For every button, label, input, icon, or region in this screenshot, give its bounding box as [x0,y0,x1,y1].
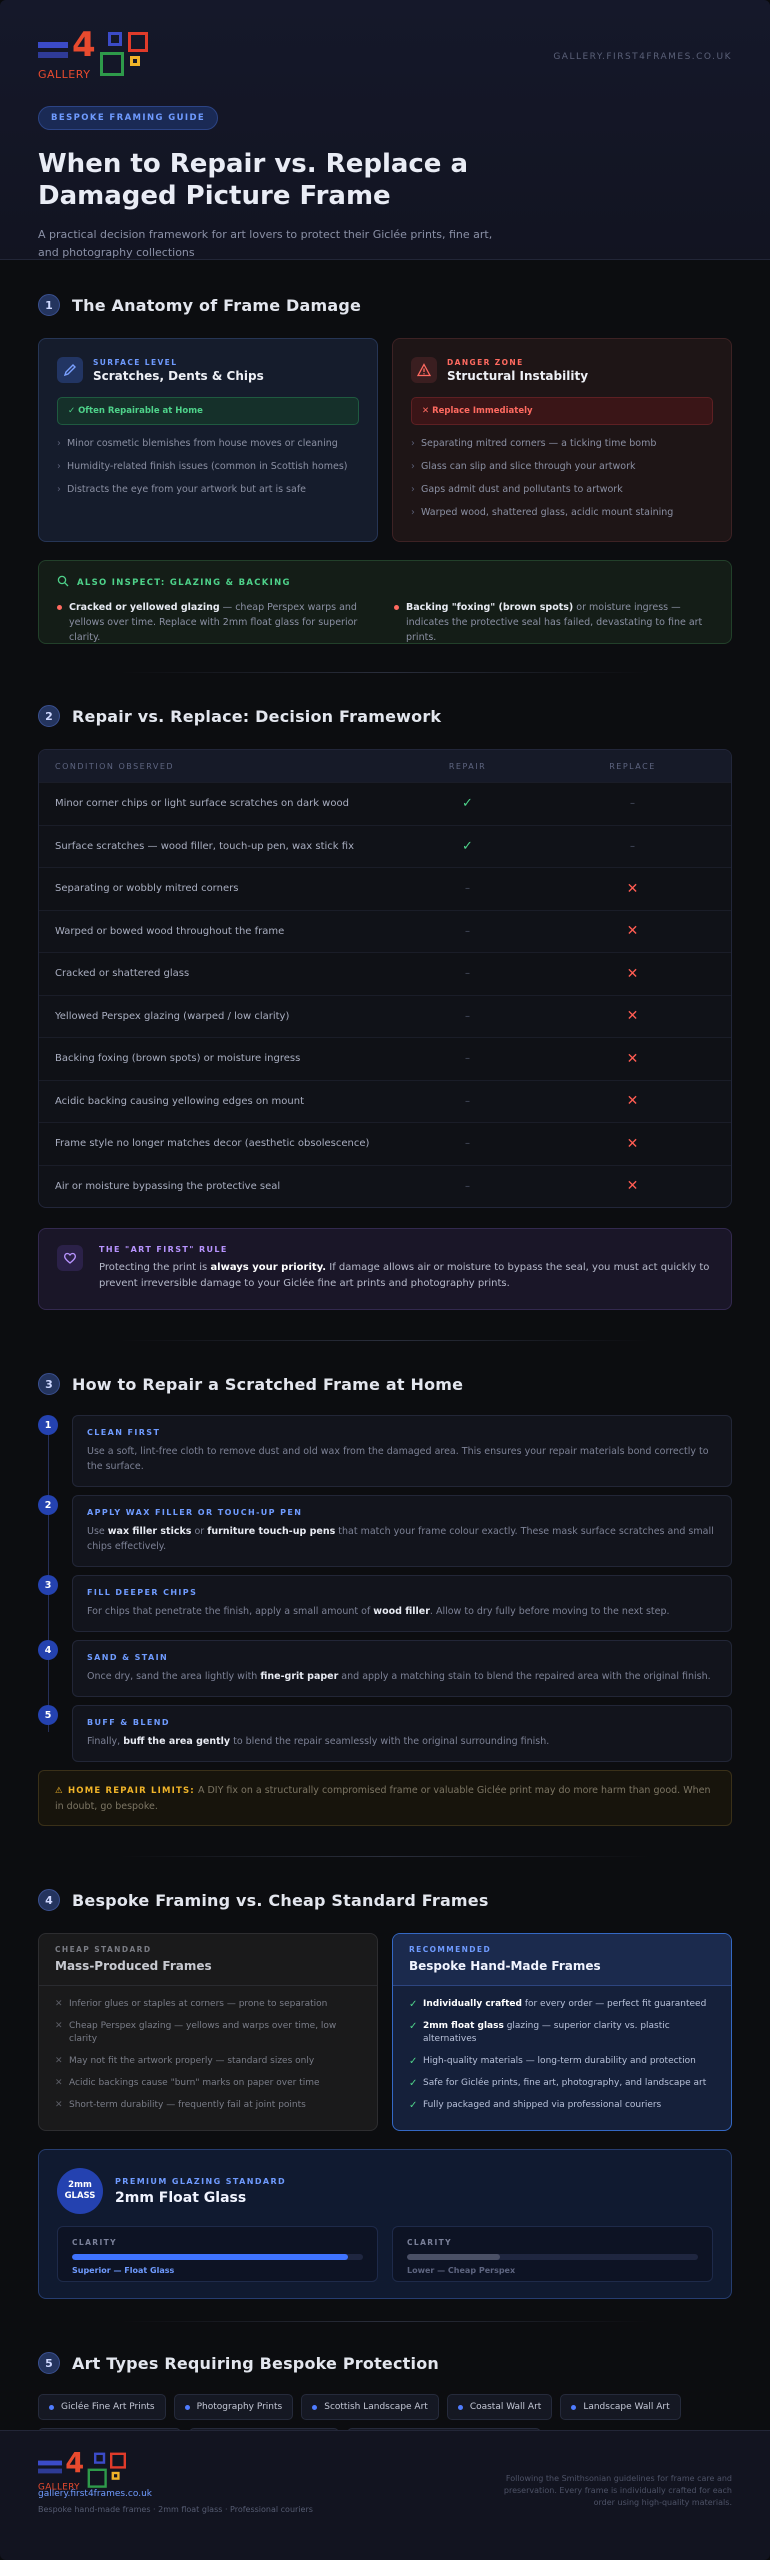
list-item: ✓ Safe for Giclée prints, fine art, photography, and landscape art [409,2077,715,2090]
list-item: ✕ Acidic backings cause "burn" marks on paper over time [55,2077,361,2090]
table-row [39,952,731,995]
repair-cell: – [465,968,470,980]
replace-badge: ✕ Replace Immediately [411,397,713,425]
condition-cell: Air or moisture bypassing the protective seal [55,1180,281,1192]
replace-cell: ✕ [626,1093,639,1110]
logo-bar [38,2469,62,2474]
danger-list [411,437,713,519]
card-kicker: RECOMMENDED [409,1945,492,1954]
repair-step [38,1575,732,1632]
list-item: › Gaps admit dust and pollutants to artwork [411,483,713,496]
footer-url[interactable]: gallery.first4frames.co.uk [38,2489,152,2499]
list-item: › Distracts the eye from your artwork but art is safe [57,483,359,496]
card-title: Mass-Produced Frames [55,1959,212,1973]
surface-list [57,437,359,496]
page-title: When to Repair vs. Replace a Damaged Picture Frame [38,149,469,211]
condition-cell: Acidic backing causing yellowing edges on mount [55,1095,305,1107]
list-item: › Separating mitred corners — a ticking time bomb [411,437,713,450]
repairable-badge: ✓ Often Repairable at Home [57,397,359,425]
section-repair-steps [0,1369,770,1826]
step-card [72,1415,732,1487]
divider [120,1856,650,1857]
replace-cell: ✕ [626,923,639,940]
logo-square [100,52,124,76]
list-item: ✕ Short-term durability — frequently fail at joint points [55,2099,361,2112]
section-number: 4 [38,1889,60,1911]
float-glass-panel [38,2149,732,2299]
replace-cell: ✕ [626,880,639,897]
section-title: Art Types Requiring Bespoke Protection [72,2353,439,2373]
repair-step [38,1705,732,1762]
repair-cell: – [465,883,470,895]
table-header: CONDITION OBSERVED REPAIR REPLACE [39,750,731,782]
table-row [39,1080,731,1123]
logo-bar [38,52,68,58]
section-anatomy [0,290,770,644]
page-subtitle: A practical decision framework for art lovers to protect their Giclée prints, fine art, and photography collections [38,228,493,259]
clarity-fill [72,2254,348,2260]
section-number: 3 [38,1373,60,1395]
bespoke-frames-card [392,1933,732,2131]
footer-tagline: Bespoke hand-made frames · 2mm float glass · Professional couriers [38,2505,313,2514]
step-card [72,1575,732,1632]
art-type-tag[interactable]: Giclée Fine Art Prints [38,2394,166,2420]
step-number: 3 [38,1575,58,1595]
logo-digit: 4 [72,25,96,65]
table-row [39,1037,731,1080]
card-title: Structural Instability [447,368,589,383]
step-card [72,1640,732,1697]
step-card [72,1705,732,1762]
condition-cell: Backing foxing (brown spots) or moisture ingress [55,1053,301,1065]
brand-logo[interactable] [38,25,158,84]
section-title: The Anatomy of Frame Damage [72,295,362,315]
condition-cell: Surface scratches — wood filler, touch-up pen, wax stick fix [55,840,354,852]
section-title: How to Repair a Scratched Frame at Home [72,1374,464,1394]
table-row [39,1165,731,1208]
list-item: ✓ Individually crafted for every order — perfect fit guaranteed [409,1998,715,2011]
table-row [39,825,731,868]
replace-cell: ✕ [626,1008,639,1025]
pencil-icon [57,357,83,383]
step-number: 2 [38,1495,58,1515]
divider [120,672,650,673]
step-title: BUFF & BLEND [87,1718,170,1727]
art-type-tag[interactable]: Landscape Wall Art [560,2394,680,2420]
step-title: CLEAN FIRST [87,1428,161,1437]
page-header [0,0,770,260]
step-title: SAND & STAIN [87,1653,169,1662]
step-title: FILL DEEPER CHIPS [87,1588,198,1597]
step-number: 5 [38,1705,58,1725]
step-card [72,1495,732,1567]
repair-cell: ✓ [462,796,473,812]
list-item: › Glass can slip and slice through your artwork [411,460,713,473]
replace-cell: ✕ [626,1178,639,1195]
decision-table [38,749,732,1208]
page-footer [0,2430,770,2560]
warning-icon [411,357,437,383]
logo-bar [38,42,68,48]
logo-text: GALLERY [38,68,91,81]
repair-cell: – [465,1180,470,1192]
step-number: 4 [38,1640,58,1660]
glass-badge: 2mm GLASS [57,2168,103,2214]
card-kicker: CHEAP STANDARD [55,1945,152,1954]
art-type-tag[interactable]: Coastal Wall Art [447,2394,553,2420]
list-item: ✓ 2mm float glass glazing — superior clarity vs. plastic alternatives [409,2020,715,2046]
list-item: › Minor cosmetic blemishes from house moves or cleaning [57,437,359,450]
replace-cell: ✕ [626,1050,639,1067]
list-item: ✕ Inferior glues or staples at corners — prone to separation [55,1998,361,2011]
repair-step [38,1495,732,1567]
repair-cell: – [465,1138,470,1150]
glass-kicker: PREMIUM GLAZING STANDARD [115,2176,287,2186]
card-title: Bespoke Hand-Made Frames [409,1959,601,1973]
guide-pill: BESPOKE FRAMING GUIDE [38,106,218,130]
section-decision [0,701,770,1310]
structural-damage-card [392,338,732,542]
art-type-tag[interactable]: Photography Prints [174,2394,294,2420]
list-item: › Warped wood, shattered glass, acidic mount staining [411,506,713,519]
logo-digit: 4 [65,2447,85,2479]
condition-cell: Warped or bowed wood throughout the frame [55,925,285,937]
glazing-heading: ALSO INSPECT: GLAZING & BACKING [77,577,291,588]
list-item: ✓ Fully packaged and shipped via professional couriers [409,2099,715,2112]
list-item: ✕ May not fit the artwork properly — standard sizes only [55,2055,361,2068]
backing-note: Backing "foxing" (brown spots) or moisture ingress — indicates the protective seal has failed, devastating to fine art prints. [394,600,713,645]
section-number: 1 [38,294,60,316]
condition-cell: Minor corner chips or light surface scratches on dark wood [55,798,349,810]
divider [120,1340,650,1341]
step-text: Once dry, sand the area lightly with fine-grit paper and apply a matching stain to blend the repaired area with the original finish. [87,1671,711,1682]
table-row [39,867,731,910]
surface-damage-card [38,338,378,542]
art-type-tag[interactable]: Scottish Landscape Art [301,2394,439,2420]
section-bespoke [0,1885,770,2299]
rule-text: Protecting the print is always your priority. If damage allows air or moisture to bypass the seal, you must act quickly to prevent irreversible damage to your Giclée fine art prints and photography prints. [99,1262,710,1289]
condition-cell: Frame style no longer matches decor (aesthetic obsolescence) [55,1138,370,1150]
footer-logo[interactable] [38,2447,134,2492]
section-heading [38,290,732,320]
repair-cell: – [465,1010,470,1022]
home-repair-limits: ⚠ HOME REPAIR LIMITS: A DIY fix on a structurally compromised frame or valuable Giclée print may do more harm than good. When in doubt, go bespoke. [38,1770,732,1826]
section-title: Repair vs. Replace: Decision Framework [72,706,442,726]
step-text: Use wax filler sticks or furniture touch-up pens that match your frame colour exactly. These mask surface scratches and small chips effectively. [87,1526,714,1552]
repair-cell: ✓ [462,838,473,854]
logo-square [130,56,140,66]
float-glass-clarity-meter: CLARITY Superior — Float Glass [57,2226,378,2282]
perspex-clarity-meter: CLARITY Lower — Cheap Perspex [392,2226,713,2282]
repair-cell: – [465,1053,470,1065]
step-text: For chips that penetrate the finish, apply a small amount of wood filler. Allow to dry fully before moving to the next step. [87,1606,670,1617]
repair-cell: – [465,1095,470,1107]
art-first-rule [38,1228,732,1310]
card-kicker: SURFACE LEVEL [93,357,178,367]
glazing-note: Cracked or yellowed glazing — cheap Perspex warps and yellows over time. Replace with 2mm float glass for superior clarity. [57,600,376,645]
card-kicker: DANGER ZONE [447,357,524,367]
list-item: ✓ High-quality materials — long-term durability and protection [409,2055,715,2068]
clarity-fill [407,2254,500,2260]
list-item: › Humidity-related finish issues (common in Scottish homes) [57,460,359,473]
search-icon [57,575,69,590]
logo-text: GALLERY [38,2481,80,2492]
section-number: 2 [38,705,60,727]
repair-cell: – [465,925,470,937]
table-row [39,1122,731,1165]
glazing-panel [38,560,732,644]
condition-cell: Separating or wobbly mitred corners [55,883,239,895]
replace-cell: – [630,840,635,852]
repair-step [38,1640,732,1697]
logo-square [128,32,148,52]
site-url[interactable]: GALLERY.FIRST4FRAMES.CO.UK [553,52,732,62]
step-text: Finally, buff the area gently to blend the repair seamlessly with the original surrounding finish. [87,1736,550,1747]
replace-cell: ✕ [626,1135,639,1152]
step-text: Use a soft, lint-free cloth to remove dust and old wax from the damaged area. This ensures your repair materials bond correctly to the surface. [87,1446,709,1472]
glass-title: 2mm Float Glass [115,2189,247,2206]
heart-icon [57,1245,83,1271]
repair-step [38,1415,732,1487]
table-row [39,910,731,953]
rule-kicker: THE "ART FIRST" RULE [99,1245,228,1254]
divider [120,2321,650,2322]
replace-cell: ✕ [626,965,639,982]
footer-note: Following the Smithsonian guidelines for frame care and preservation. Every frame is individually crafted for each order using high-quality materials. [503,2474,732,2507]
table-row [39,782,731,825]
step-title: APPLY WAX FILLER OR TOUCH-UP PEN [87,1508,303,1517]
steps-list [38,1415,732,1762]
section-title: Bespoke Framing vs. Cheap Standard Frames [72,1890,489,1910]
cheap-frames-card [38,1933,378,2131]
step-number: 1 [38,1415,58,1435]
condition-cell: Cracked or shattered glass [55,968,190,980]
table-row [39,995,731,1038]
logo-square [108,32,122,46]
condition-cell: Yellowed Perspex glazing (warped / low clarity) [55,1010,290,1022]
replace-cell: – [630,798,635,810]
logo-bar [38,2461,62,2466]
card-title: Scratches, Dents & Chips [93,368,264,383]
list-item: ✕ Cheap Perspex glazing — yellows and warps over time, low clarity [55,2020,361,2046]
section-number: 5 [38,2352,60,2374]
